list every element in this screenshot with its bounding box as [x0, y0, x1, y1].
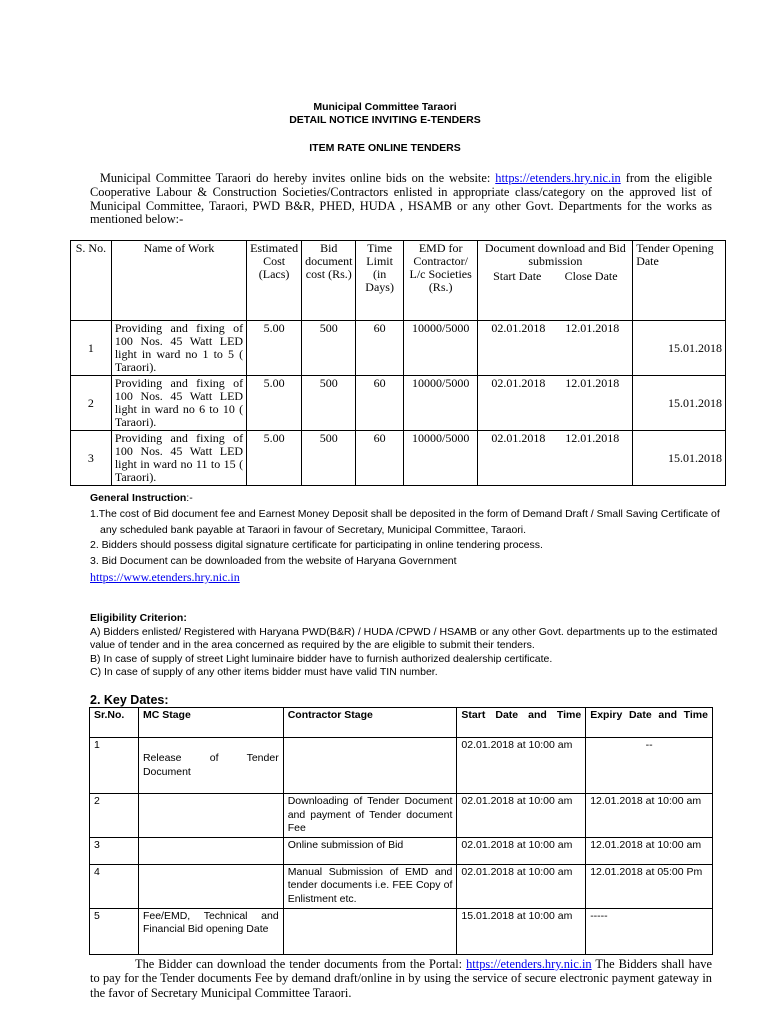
- row-opening-date: 15.01.2018: [633, 431, 726, 486]
- row-cost: 5.00: [247, 321, 302, 376]
- row-close-date: 12.01.2018: [565, 431, 620, 445]
- row-time-limit: 60: [356, 431, 403, 486]
- header-estimated-cost: Estimated Cost (Lacs): [247, 241, 302, 321]
- row-srno: 3: [90, 837, 139, 864]
- table-row: [90, 908, 713, 954]
- etenders-link[interactable]: https://etenders.hry.nic.in: [495, 171, 621, 185]
- header-sno: S. No.: [71, 241, 112, 321]
- footer-paragraph: [90, 957, 712, 1000]
- header-download-subheads: [481, 270, 629, 283]
- row-srno: 2: [90, 794, 139, 838]
- intro-text-end: from the eligible Cooperative Labour & Construction Societies/Contractors enlisted in appropriate class/category on the approved list of Municipal Committee, Taraori, PWD B&R, PHED, HUDA , HSAMB or any other Govt. Departments for the works as mentioned below:-: [90, 171, 712, 227]
- row-cost: 5.00: [247, 431, 302, 486]
- row-mc-stage: Fee/EMD, Technical and Financial Bid opening Date: [138, 908, 283, 954]
- row-contractor-stage: Online submission of Bid: [283, 837, 457, 864]
- table-row: [71, 431, 726, 486]
- row-mc-stage: Release of Tender Document: [138, 738, 283, 794]
- instruction-item-1: 1.The cost of Bid document fee and Earnest Money Deposit shall be deposited in the form of Demand Draft / Small Saving Certificate of any scheduled bank payable at Taraori in favour of Secretary, Municipal Committee, Taraori.: [90, 507, 720, 536]
- header-expiry-date-time: Expiry Date and Time: [586, 708, 713, 738]
- row-emd: 10000/5000: [403, 376, 478, 431]
- row-contractor-stage: [283, 908, 457, 954]
- works-table: [70, 240, 726, 486]
- row-start: 02.01.2018 at 10:00 am: [457, 837, 586, 864]
- row-emd: 10000/5000: [403, 321, 478, 376]
- row-start-date: 02.01.2018: [491, 321, 546, 335]
- row-opening-date: 15.01.2018: [633, 321, 726, 376]
- header-emd: EMD for Contractor/ L/c Societies (Rs.): [403, 241, 478, 321]
- portal-link[interactable]: https://etenders.hry.nic.in: [466, 957, 592, 971]
- row-start: 02.01.2018 at 10:00 am: [457, 738, 586, 794]
- header-srno: Sr.No.: [90, 708, 139, 738]
- row-contractor-stage: [283, 738, 457, 794]
- row-start: 02.01.2018 at 10:00 am: [457, 864, 586, 908]
- row-bid-cost: 500: [302, 321, 356, 376]
- intro-paragraph: [90, 172, 712, 227]
- footer-text-end: The Bidders shall have to pay for the Tender documents Fee by demand draft/online in by using the service of secure electronic payment gateway in the favor of Secretary Municipal Committee Taraori.: [90, 957, 712, 1000]
- table-row: [71, 321, 726, 376]
- row-sno: 2: [71, 376, 112, 431]
- row-sno: 1: [71, 321, 112, 376]
- eligibility-item-a: A) Bidders enlisted/ Registered with Haryana PWD(B&R) / HUDA /CPWD / HSAMB or any other Govt. departments up to the estimated value of tender and in the area concerned as required by the are eligible to submit their tenders.: [90, 625, 718, 651]
- row-start-date: 02.01.2018: [491, 431, 546, 445]
- row-opening-date: 15.01.2018: [633, 376, 726, 431]
- header-document-download: [478, 241, 633, 321]
- row-name-of-work: Providing and fixing of 100 Nos. 45 Watt LED light in ward no 11 to 15 ( Taraori).: [111, 431, 246, 486]
- eligibility-title: Eligibility Criterion:: [90, 612, 187, 624]
- table-row: [90, 794, 713, 838]
- header-start-date-time: Start Date and Time: [457, 708, 586, 738]
- header-contractor-stage: Contractor Stage: [283, 708, 457, 738]
- haryana-etenders-link[interactable]: https://www.etenders.hry.nic.in: [90, 569, 240, 584]
- row-bid-cost: 500: [302, 376, 356, 431]
- general-instructions: [90, 491, 720, 587]
- row-dates: [478, 321, 633, 376]
- header-bid-document-cost: Bid document cost (Rs.): [302, 241, 356, 321]
- tender-type-heading: ITEM RATE ONLINE TENDERS: [309, 142, 461, 154]
- row-bid-cost: 500: [302, 431, 356, 486]
- row-srno: 5: [90, 908, 139, 954]
- instruction-item-3: 3. Bid Document can be downloaded from the website of Haryana Government: [90, 555, 457, 568]
- row-dates: [478, 431, 633, 486]
- row-start: 15.01.2018 at 10:00 am: [457, 908, 586, 954]
- general-instruction-suffix: :-: [186, 492, 193, 504]
- table-row: [90, 837, 713, 864]
- row-contractor-stage: Manual Submission of EMD and tender documents i.e. FEE Copy of Enlistment etc.: [283, 864, 457, 908]
- office-name-heading: Municipal Committee Taraori: [313, 101, 457, 113]
- row-time-limit: 60: [356, 376, 403, 431]
- works-header-row: [71, 241, 726, 321]
- row-dates: [478, 376, 633, 431]
- row-expiry: 12.01.2018 at 10:00 am: [586, 794, 713, 838]
- key-dates-header-row: [90, 708, 713, 738]
- row-mc-stage: [138, 864, 283, 908]
- row-sno: 3: [71, 431, 112, 486]
- notice-title-heading: DETAIL NOTICE INVITING E-TENDERS: [289, 114, 481, 126]
- row-mc-stage: [138, 837, 283, 864]
- row-expiry: --: [586, 738, 713, 794]
- row-mc-stage: [138, 794, 283, 838]
- instruction-item-2: 2. Bidders should possess digital signature certificate for participating in online tendering process.: [90, 539, 543, 552]
- row-expiry: 12.01.2018 at 05:00 Pm: [586, 864, 713, 908]
- row-cost: 5.00: [247, 376, 302, 431]
- table-row: [71, 376, 726, 431]
- row-emd: 10000/5000: [403, 431, 478, 486]
- row-expiry: 12.01.2018 at 10:00 am: [586, 837, 713, 864]
- table-row: [90, 864, 713, 908]
- intro-text-start: Municipal Committee Taraori do hereby invites online bids on the website:: [99, 171, 496, 185]
- header-start-date: Start Date: [493, 269, 542, 283]
- row-expiry: -----: [586, 908, 713, 954]
- table-row: [90, 738, 713, 794]
- eligibility-item-c: C) In case of supply of any other items bidder must have valid TIN number.: [90, 666, 438, 678]
- general-instruction-title: General Instruction: [90, 492, 187, 504]
- header-name-of-work: Name of Work: [111, 241, 246, 321]
- eligibility-criterion: [90, 612, 720, 680]
- header-time-limit: Time Limit (in Days): [356, 241, 403, 321]
- row-time-limit: 60: [356, 321, 403, 376]
- row-name-of-work: Providing and fixing of 100 Nos. 45 Watt LED light in ward no 6 to 10 ( Taraori).: [111, 376, 246, 431]
- header-tender-opening-date: Tender Opening Date: [633, 241, 726, 321]
- row-contractor-stage: Downloading of Tender Document and payment of Tender document Fee: [283, 794, 457, 838]
- row-close-date: 12.01.2018: [565, 321, 620, 335]
- row-srno: 1: [90, 738, 139, 794]
- footer-text-start: The Bidder can download the tender documents from the Portal:: [135, 957, 467, 971]
- row-start: 02.01.2018 at 10:00 am: [457, 794, 586, 838]
- header-close-date: Close Date: [564, 269, 618, 283]
- row-start-date: 02.01.2018: [491, 376, 546, 390]
- key-dates-title: 2. Key Dates:: [90, 693, 169, 707]
- header-download-title: Document download and Bid submission: [484, 241, 626, 268]
- row-srno: 4: [90, 864, 139, 908]
- row-close-date: 12.01.2018: [565, 376, 620, 390]
- eligibility-item-b: B) In case of supply of street Light luminaire bidder have to furnish authorized dealership certificate.: [90, 652, 553, 665]
- row-name-of-work: Providing and fixing of 100 Nos. 45 Watt LED light in ward no 1 to 5 ( Taraori).: [111, 321, 246, 376]
- key-dates-table: [89, 707, 713, 955]
- header-mc-stage: MC Stage: [138, 708, 283, 738]
